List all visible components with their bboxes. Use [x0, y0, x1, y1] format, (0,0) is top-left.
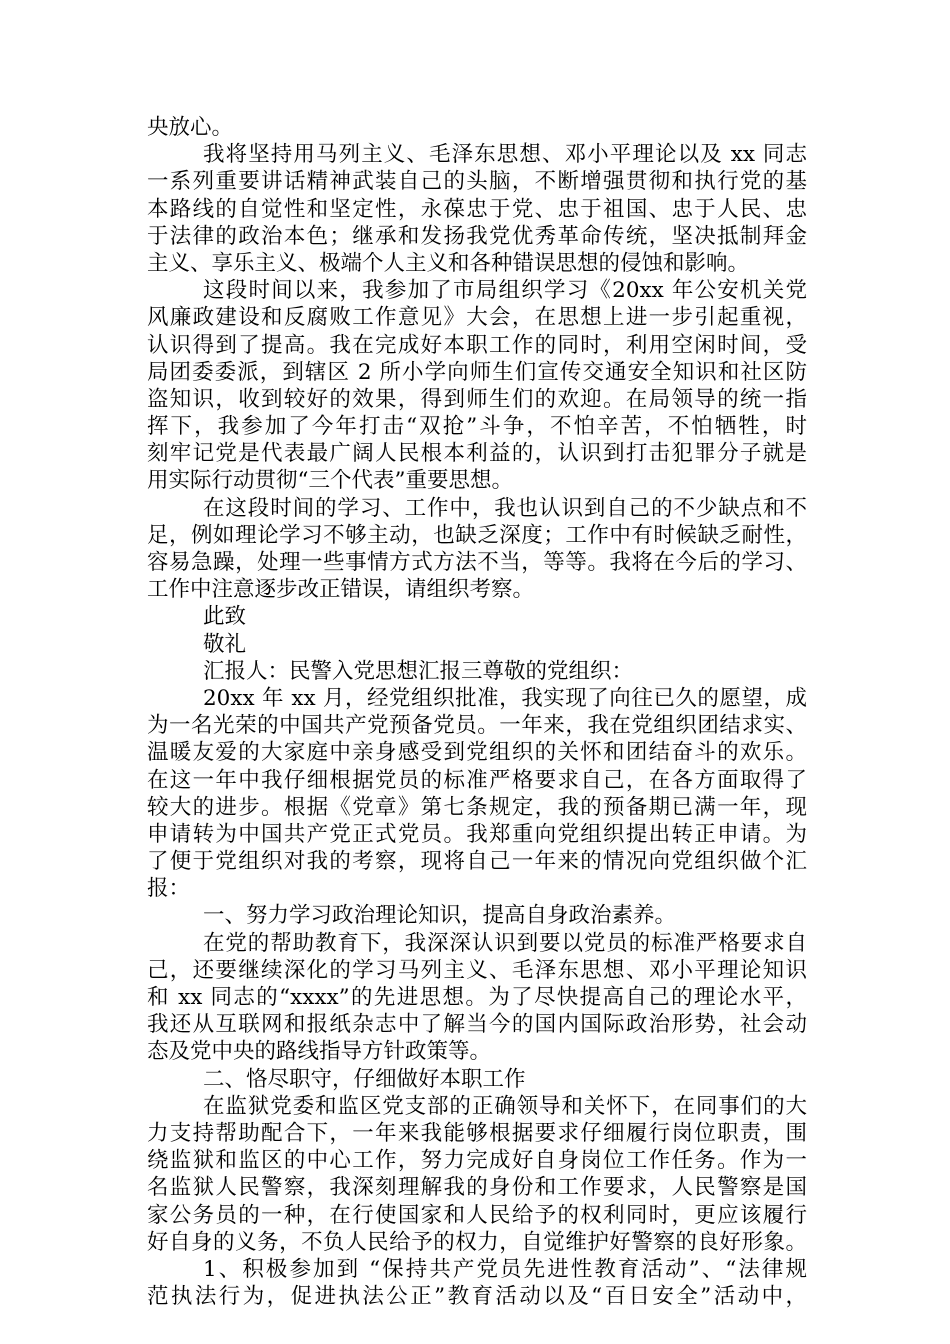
text-line: 足，例如理论学习不够主动，也缺乏深度；工作中有时候缺乏耐性， [147, 522, 807, 548]
text-line: 温暖友爱的大家庭中亲身感受到党组织的关怀和团结奋斗的欢乐。 [147, 740, 807, 766]
text-line: 主义、享乐主义、极端个人主义和各种错误思想的侵蚀和影响。 [147, 250, 750, 276]
text-line: 这段时间以来，我参加了市局组织学习《20xx 年公安机关党 [203, 278, 807, 304]
text-line: 一、努力学习政治理论知识，提高自身政治素养。 [203, 903, 677, 929]
text-line: 力支持帮助配合下，一年来我能够根据要求仔细履行岗位职责，围 [147, 1120, 807, 1146]
text-line: 挥下，我参加了今年打击“双抢”斗争，不怕辛苦，不怕牺牲，时 [147, 414, 807, 440]
text-line: 一系列重要讲话精神武装自己的头脑，不断增强贯彻和执行党的基 [147, 169, 807, 195]
text-line: 本路线的自觉性和坚定性，永葆忠于党、忠于祖国、忠于人民、忠 [147, 196, 807, 222]
text-line: 用实际行动贯彻“三个代表”重要思想。 [147, 468, 513, 494]
text-line: 报： [147, 876, 191, 902]
text-line: 于法律的政治本色；继承和发扬我党优秀革命传统，坚决抵制拜金 [147, 223, 807, 249]
text-line: 好自身的义务，不负人民给予的权力，自觉维护好警察的良好形象。 [147, 1229, 807, 1255]
text-line: 己，还要继续深化的学习马列主义、毛泽东思想、邓小平理论知识 [147, 957, 807, 983]
document-body [147, 114, 807, 1310]
text-line: 我将坚持用马列主义、毛泽东思想、邓小平理论以及 xx 同志 [203, 142, 807, 168]
text-line: 二、恪尽职守，仔细做好本职工作 [203, 1066, 526, 1092]
text-line: 范执法行为，促进执法公正”教育活动以及“百日安全”活动中， [147, 1284, 807, 1310]
text-line: 工作中注意逐步改正错误，请组织考察。 [147, 577, 535, 603]
text-line: 了便于党组织对我的考察，现将自己一年来的情况向党组织做个汇 [147, 849, 807, 875]
text-line: 央放心。 [147, 115, 234, 140]
text-line: 刻牢记党是代表最广阔人民根本利益的，认识到打击犯罪分子就是 [147, 441, 807, 467]
text-line: 名监狱人民警察，我深刻理解我的身份和工作要求，人民警察是国 [147, 1175, 807, 1201]
text-line: 1、积极参加到 “保持共产党员先进性教育活动”、“法律规 [203, 1256, 807, 1282]
text-line: 在党的帮助教育下，我深深认识到要以党员的标准严格要求自 [203, 930, 807, 956]
text-line: 绕监狱和监区的中心工作，努力完成好自身岗位工作任务。作为一 [147, 1148, 807, 1174]
text-line: 此致 [203, 604, 247, 630]
text-line: 汇报人：民警入党思想汇报三尊敬的党组织： [203, 658, 634, 684]
text-line: 为一名光荣的中国共产党预备党员。一年来，我在党组织团结求实、 [147, 713, 807, 739]
text-line: 20xx 年 xx 月，经党组织批准，我实现了向往已久的愿望，成 [203, 685, 807, 711]
text-line: 认识得到了提高。我在完成好本职工作的同时，利用空闲时间，受 [147, 332, 807, 358]
text-line: 态及党中央的路线指导方针政策等。 [147, 1039, 492, 1065]
text-line: 容易急躁，处理一些事情方式方法不当，等等。我将在今后的学习、 [147, 550, 807, 575]
text-line: 风廉政建设和反腐败工作意见》大会，在思想上进一步引起重视， [147, 305, 807, 331]
text-line: 在这一年中我仔细根据党员的标准严格要求自己，在各方面取得了 [147, 767, 807, 793]
text-line: 和 xx 同志的“xxxx”的先进思想。为了尽快提高自己的理论水平， [147, 985, 807, 1010]
text-line: 局团委委派，到辖区 2 所小学向师生们宣传交通安全知识和社区防 [147, 359, 807, 385]
text-line: 我还从互联网和报纸杂志中了解当今的国内国际政治形势，社会动 [147, 1012, 807, 1038]
text-line: 家公务员的一种，在行使国家和人民给予的权利同时，更应该履行 [147, 1202, 807, 1228]
text-line: 盗知识，收到较好的效果，得到师生们的欢迎。在局领导的统一指 [147, 386, 807, 412]
text-line: 在监狱党委和监区党支部的正确领导和关怀下，在同事们的大 [203, 1093, 807, 1119]
text-line: 在这段时间的学习、工作中，我也认识到自己的不少缺点和不 [203, 495, 807, 521]
text-line: 较大的进步。根据《党章》第七条规定，我的预备期已满一年，现 [147, 794, 807, 820]
text-line: 申请转为中国共产党正式党员。我郑重向党组织提出转正申请。为 [147, 821, 807, 847]
text-line: 敬礼 [203, 631, 247, 657]
